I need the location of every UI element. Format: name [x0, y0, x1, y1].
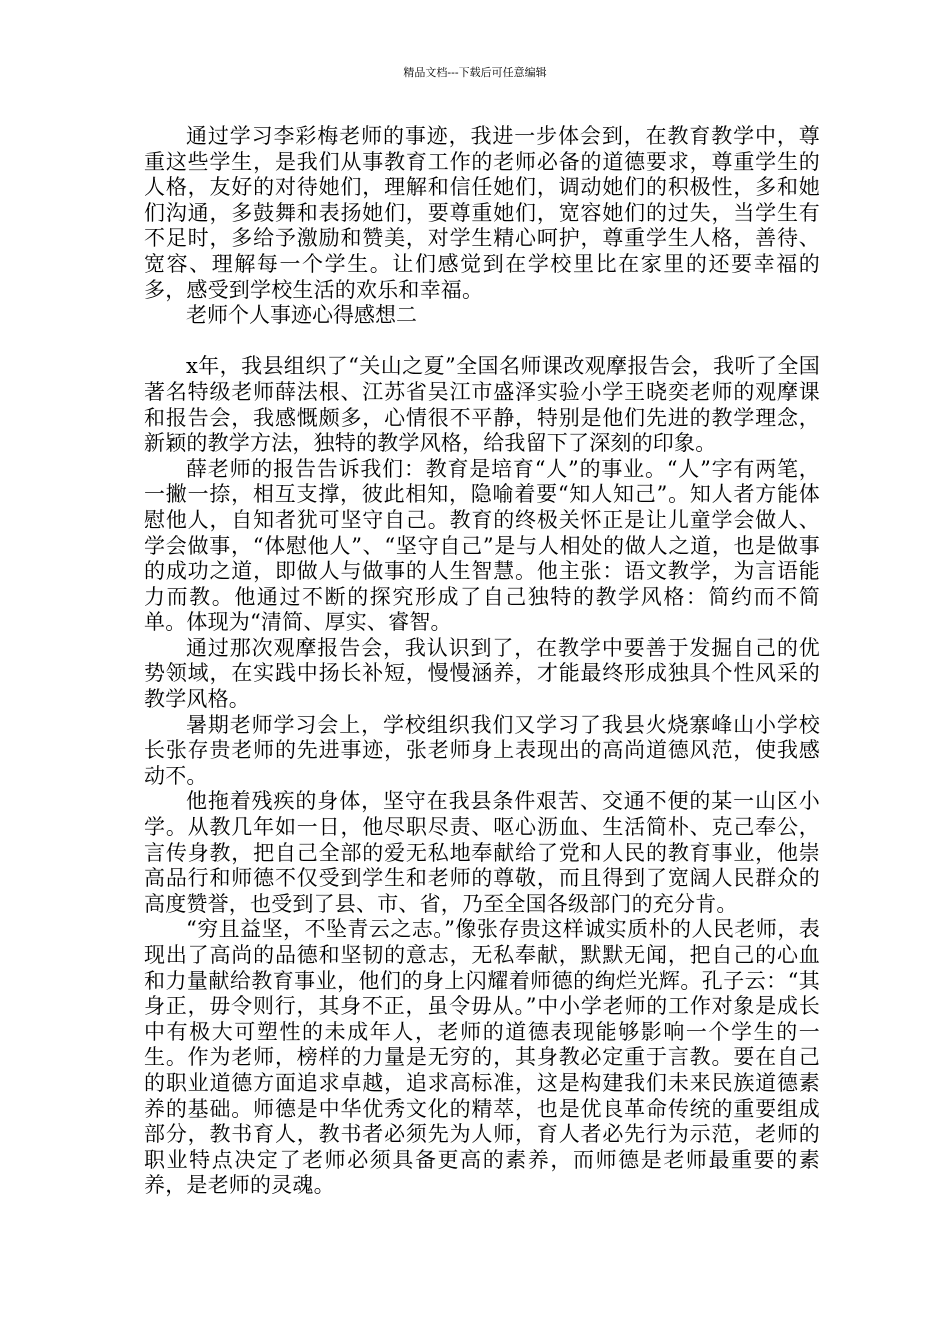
paragraph-7: “穷且益坚，不坠青云之志。”像张存贵这样诚实质朴的人民老师，表现出了高尚的品德和坚韧的意志，无私奉献，默默无闻，把自己的心血和力量献给教育事业，他们的身上闪耀着师德的绚烂光辉。孔子云：“其身正，毋令则行，其身不正，虽令毋从。”中小学老师的工作对象是成长中有极大可塑性的未成年人，老师的道德表现能够影响一个学生的一生。作为老师，榜样的力量是无穷的，其身教必定重于言教。要在自己的职业道德方面追求卓越，追求高标准，这是构建我们未来民族道德素养的基础。师德是中华优秀文化的精萃，也是优良革命传统的重要组成部分，教书育人，教书者必须先为人师，育人者必先行为示范，老师的职业特点决定了老师必须具备更高的素养，而师德是老师最重要的素养，是老师的灵魂。 [144, 917, 820, 1198]
section-heading: 老师个人事迹心得感想二 [186, 303, 417, 328]
document-body [144, 124, 820, 1199]
paragraph-2: x年，我县组织了“关山之夏”全国名师课改观摩报告会，我听了全国著名特级老师薛法根、江苏省吴江市盛泽实验小学王晓奕老师的观摩课和报告会，我感慨颇多，心情很不平静，特别是他们先进的教学理念，新颖的教学方法，独特的教学风格，给我留下了深刻的印象。 [144, 354, 820, 456]
paragraph-4: 通过那次观摩报告会，我认识到了，在教学中要善于发掘自己的优势领域，在实践中扬长补短，慢慢涵养，才能最终形成独具个性风采的教学风格。 [144, 635, 820, 712]
paragraph-6: 他拖着残疾的身体，坚守在我县条件艰苦、交通不便的某一山区小学。从教几年如一日，他尽职尽责、呕心沥血、生活简朴、克己奉公，言传身教，把自己全部的爱无私地奉献给了党和人民的教育事业，他崇高品行和师德不仅受到学生和老师的尊敬，而且得到了宽阔人民群众的高度赞誉，也受到了县、市、省，乃至全国各级部门的充分肯。 [144, 789, 820, 916]
paragraph-1: 通过学习李彩梅老师的事迹，我进一步体会到，在教育教学中，尊重这些学生，是我们从事教育工作的老师必备的道德要求，尊重学生的人格，友好的对待她们，理解和信任她们，调动她们的积极性，多和她们沟通，多鼓舞和表扬她们，要尊重她们，宽容她们的过失，当学生有不足时，多给予激励和赞美，对学生精心呵护，尊重学生人格，善待、宽容、理解每一个学生。让们感觉到在学校里比在家里的还要幸福的多，感受到学校生活的欢乐和幸福。 [144, 124, 820, 302]
paragraph-5: 暑期老师学习会上，学校组织我们又学习了我县火烧寨峰山小学校长张存贵老师的先进事迹，张老师身上表现出的高尚道德风范，使我感动不。 [144, 712, 820, 788]
page-header: 精品文档---下载后可任意编辑 [403, 66, 547, 79]
blank-line [144, 329, 820, 355]
paragraph-3: 薛老师的报告告诉我们：教育是培育“人”的事业。“人”字有两笔，一撇一捺，相互支撑，彼此相知，隐喻着要“知人知己”。知人者方能体慰他人，自知者犹可坚守自己。教育的终极关怀正是让儿童学会做人、学会做事，“体慰他人”、“坚守自己”是与人相处的做人之道，也是做事的成功之道，即做人与做事的人生智慧。他主张：语文教学，为言语能力而教。他通过不断的探究形成了自己独特的教学风格：简约而不简单。体现为“清简、厚实、睿智。 [144, 456, 820, 635]
